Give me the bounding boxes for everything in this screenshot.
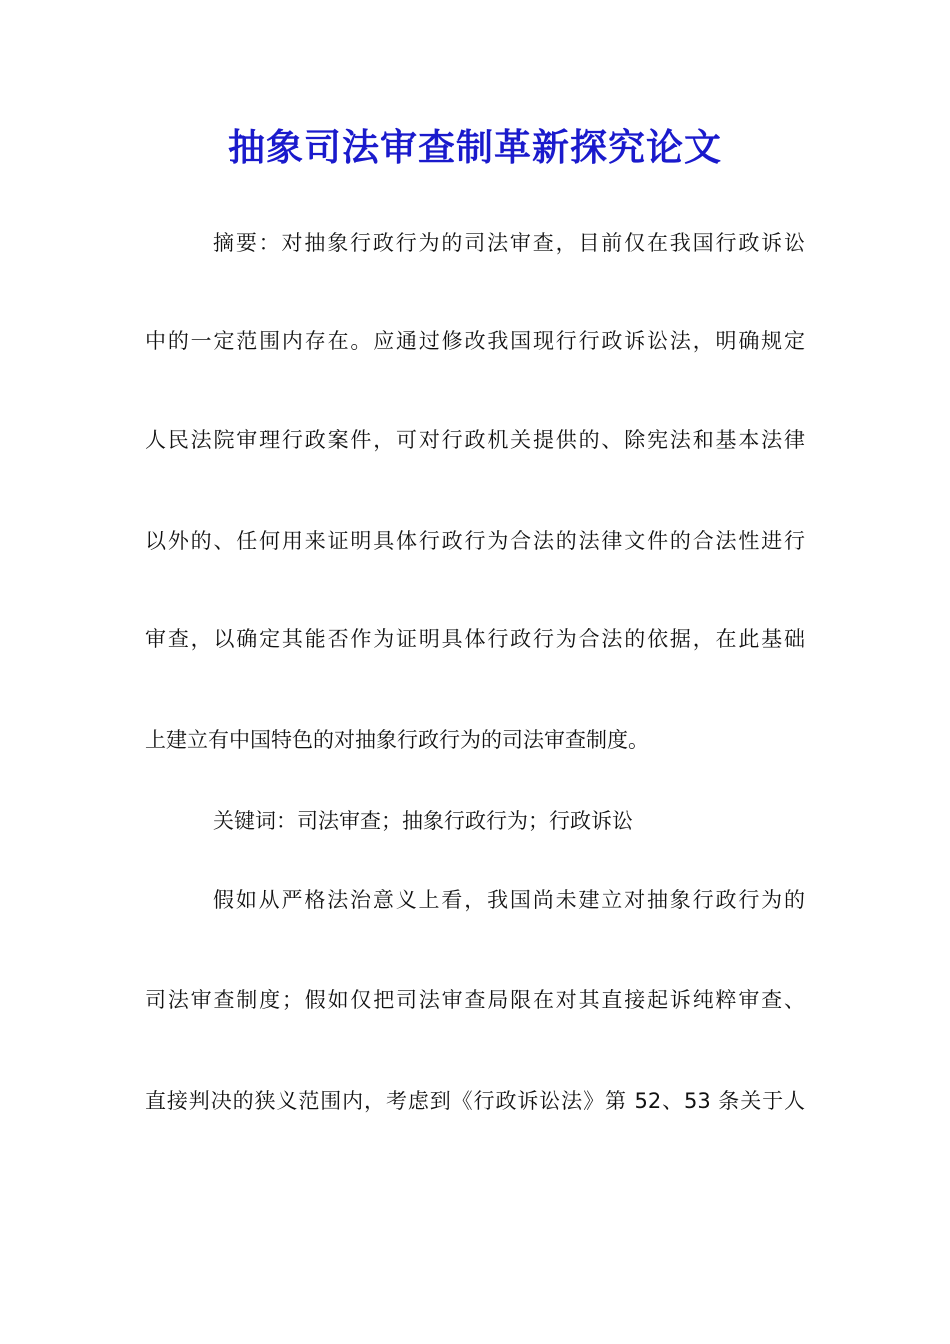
body-line-1: 假如从严格法治意义上看，我国尚未建立对抽象行政行为的 xyxy=(213,888,805,912)
abstract-line-1: 摘要：对抽象行政行为的司法审查，目前仅在我国行政诉讼 xyxy=(213,231,805,255)
abstract-line-5: 审查，以确定其能否作为证明具体行政行为合法的依据，在此基础 xyxy=(145,627,805,651)
abstract-line-2: 中的一定范围内存在。应通过修改我国现行行政诉讼法，明确规定 xyxy=(145,329,805,353)
abstract-line-4: 以外的、任何用来证明具体行政行为合法的法律文件的合法性进行 xyxy=(145,529,805,553)
abstract-line-3: 人民法院审理行政案件，可对行政机关提供的、除宪法和基本法律 xyxy=(145,428,805,452)
abstract-line-6: 上建立有中国特色的对抽象行政行为的司法审查制度。 xyxy=(145,728,649,752)
document-title: 抽象司法审查制革新探究论文 xyxy=(228,125,722,169)
body-line-2: 司法审查制度；假如仅把司法审查局限在对其直接起诉纯粹审查、 xyxy=(145,988,805,1012)
keywords-line: 关键词：司法审查；抽象行政行为；行政诉讼 xyxy=(213,809,633,833)
body-line-3: 直接判决的狭义范围内，考虑到《行政诉讼法》第 52、53 条关于人 xyxy=(145,1089,805,1113)
